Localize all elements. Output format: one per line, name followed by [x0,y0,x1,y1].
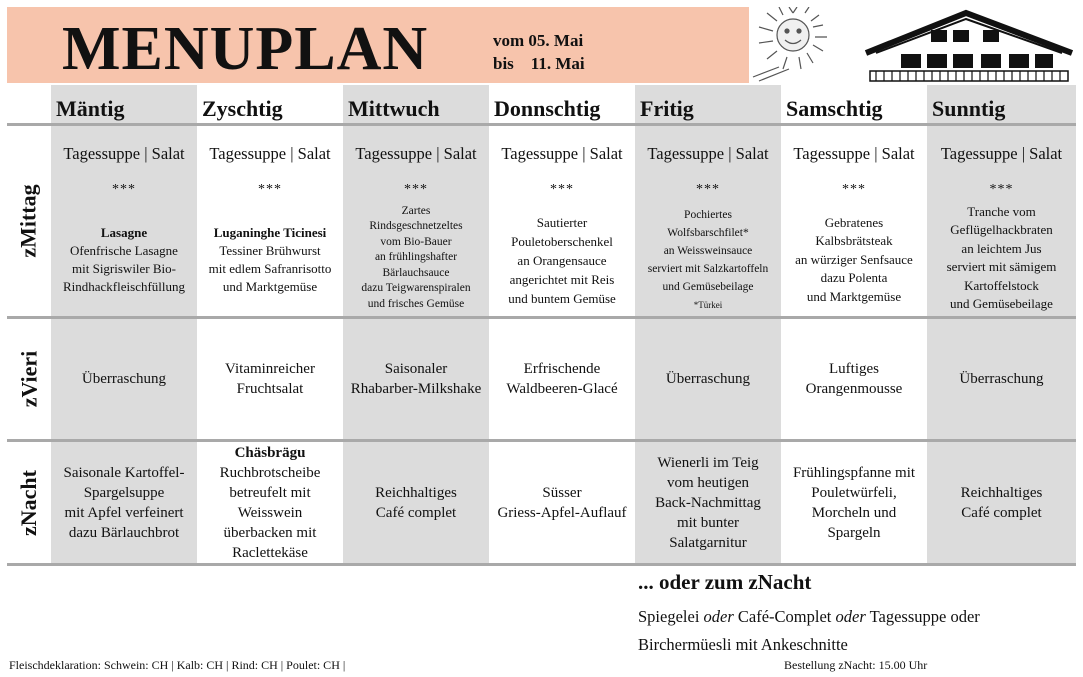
separator-stars: *** [842,182,866,197]
snack-line: Fruchtsalat [236,381,304,397]
dinner-line: Café complet [375,504,457,521]
snack-item [635,319,781,439]
dish-line: vom Bio-Bauer [380,235,452,248]
soup-salad: Tagessuppe | Salat [63,144,185,163]
snack-line: Erfrischende [523,361,601,377]
day-header: Fritig [640,96,694,121]
dinner-line: mit Apfel verfeinert [64,504,184,521]
dinner-line: mit bunter [676,514,740,531]
dish-line: Wolfsbarschfilet* [667,227,749,239]
soup-salad: Tagessuppe | Salat [355,144,477,163]
dinner-item [343,442,489,563]
dish-line: Pochiertes [684,209,732,221]
dinner-line: Süsser [542,484,582,501]
dish-line: Gebratenes [824,214,884,230]
date-from: vom 05. Mai [493,31,584,50]
dinner-line: Wienerli im Teig [657,454,759,471]
dish-line: angerichtet mit Reis [509,271,615,287]
separator-stars: *** [258,182,282,197]
extra-text [638,603,980,659]
dish-line: an Orangensauce [517,252,607,268]
dish-line: serviert mit Salzkartoffeln [647,263,769,275]
dish-line: mit edlem Safranrisotto [208,261,332,276]
dish-line: und Gemüsebeilage [950,296,1053,311]
dinner-line: Reichhaltiges [960,484,1043,501]
extra-line-1: Spiegelei oder Café-Complet oder Tagessuppe oder [638,607,980,626]
dinner-line: dazu Bärlauchbrot [68,524,180,541]
dish-line: an Weissweinsauce [663,245,753,257]
row-label-vieri: zVieri [16,350,41,408]
dish-line: an würziger Senfsauce [795,251,913,267]
dinner-line: Saisonale Kartoffel- [63,464,185,481]
dish-line: und Marktgemüse [222,279,318,294]
dinner-line: Salatgarnitur [669,534,747,551]
dish-line: und frisches Gemüse [367,297,465,310]
snack-item [197,319,343,439]
dish-line: Zartes [401,204,431,217]
extra-title: ... oder zum zNacht [638,570,812,594]
day-header: Samschtig [786,96,883,121]
meat-declaration: Fleischdeklaration: Schwein: CH | Kalb: CH | Rind: CH | Poulet: CH | [9,658,346,672]
dish-line: Pouletoberschenkel [511,233,613,249]
snack-item [781,319,927,439]
separator-stars: *** [696,182,720,197]
dish-line: und Marktgemüse [806,288,902,304]
dinner-line: Griess-Apfel-Auflauf [497,504,627,521]
dish-line: Kartoffelstock [964,277,1039,293]
separator-stars: *** [112,182,136,197]
snack-item [489,319,635,439]
dish-line: Ofenfrische Lasagne [70,243,178,258]
snack-item [927,319,1076,439]
snack-line: Waldbeeren-Glacé [506,381,618,397]
dish-name: Luganinghe Ticinesi [213,225,327,240]
dish-line: mit Sigriswiler Bio- [72,261,176,276]
dish-line: Kalbsbrätsteak [815,233,893,249]
snack-line: Rhabarber-Milkshake [350,381,482,397]
soup-salad: Tagessuppe | Salat [501,144,623,163]
dish-line: Sautierter [536,214,588,230]
dish-origin-note: *Türkei [693,300,723,310]
snack-line: Saisonaler [384,361,448,377]
row-label-nacht: zNacht [16,469,42,536]
soup-salad: Tagessuppe | Salat [940,144,1063,163]
dinner-item [197,442,343,563]
dish-line: Tessiner Brühwurst [219,243,321,258]
soup-salad: Tagessuppe | Salat [209,144,331,163]
main-dish [489,206,635,314]
main-dish [635,206,781,314]
main-dish [781,206,927,314]
dinner-line: überbacken mit [223,524,317,541]
day-header: Zyschtig [202,96,283,121]
divider [7,563,1076,566]
main-dish [343,200,489,316]
day-header: Mittwuch [348,96,440,121]
dish-line: Rindsgeschnetzeltes [369,220,463,233]
snack-line: Überraschung [959,371,1044,387]
snack-line: Luftiges [829,361,879,377]
dish-line: Tranche vom [967,203,1036,219]
dinner-line: betreufelt mit [229,484,311,501]
dish-line: dazu Teigwarenspiralen [361,282,471,295]
snack-line: Orangenmousse [805,381,903,397]
dinner-line: Spargelsuppe [83,484,165,501]
date-range [493,29,585,75]
page-title: MENUPLAN [62,15,429,83]
order-deadline: Bestellung zNacht: 15.00 Uhr [784,658,928,672]
day-header: Sunntig [932,96,1006,121]
dish-line: an frühlingshafter [374,251,458,264]
snack-line: Überraschung [81,371,167,387]
dinner-item [51,442,197,563]
dinner-line: Frühlingspfanne mit [792,464,916,481]
dish-line: und buntem Gemüse [508,290,616,306]
dish-line: Geflügelhackbraten [950,222,1053,237]
dinner-line: vom heutigen [666,474,750,491]
separator-stars: *** [550,182,574,197]
divider [7,123,1076,126]
main-dish [927,202,1076,314]
dish-name: Lasagne [100,225,148,240]
dinner-item [635,442,781,563]
snack-line: Überraschung [665,371,751,387]
header-banner [7,7,1076,83]
soup-salad: Tagessuppe | Salat [793,144,915,163]
separator-stars: *** [404,182,428,197]
dinner-item [489,442,635,563]
snack-item [51,319,197,439]
dinner-line: Ruchbrotscheibe [219,464,321,481]
dinner-line: Weisswein [237,504,303,521]
dish-line: Rindhackfleischfüllung [62,279,186,294]
main-dish [51,206,197,314]
dinner-line: Spargeln [827,524,881,541]
dish-line: Bärlauchsauce [382,266,450,279]
main-dish [197,206,343,314]
dish-line: und Gemüsebeilage [662,281,754,293]
dinner-line: Raclettekäse [232,544,308,561]
dinner-line: Morcheln und [811,504,897,521]
day-header: Donnschtig [494,96,601,121]
date-to: bis 11. Mai [493,54,585,73]
dinner-name: Chäsbrägu [234,444,306,461]
separator-stars: *** [989,182,1014,197]
dish-line: an leichtem Jus [961,240,1042,256]
extra-line-2: Birchermüesli mit Ankeschnitte [638,635,848,654]
chalet-icon [862,9,1076,83]
dinner-line: Back-Nachmittag [655,494,761,511]
dinner-line: Café complet [961,504,1042,521]
dish-line: dazu Polenta [820,270,888,286]
soup-salad: Tagessuppe | Salat [647,144,769,163]
dish-line: serviert mit sämigem [946,259,1057,274]
snack-line: Vitaminreicher [225,361,315,377]
dinner-line: Reichhaltiges [375,484,457,501]
dinner-item [781,442,927,563]
row-label-mittag: zMittag [16,184,42,258]
dinner-line: Pouletwürfeli, [811,484,897,501]
dinner-item [927,442,1076,563]
snack-item [343,319,489,439]
day-header: Mäntig [56,96,125,121]
